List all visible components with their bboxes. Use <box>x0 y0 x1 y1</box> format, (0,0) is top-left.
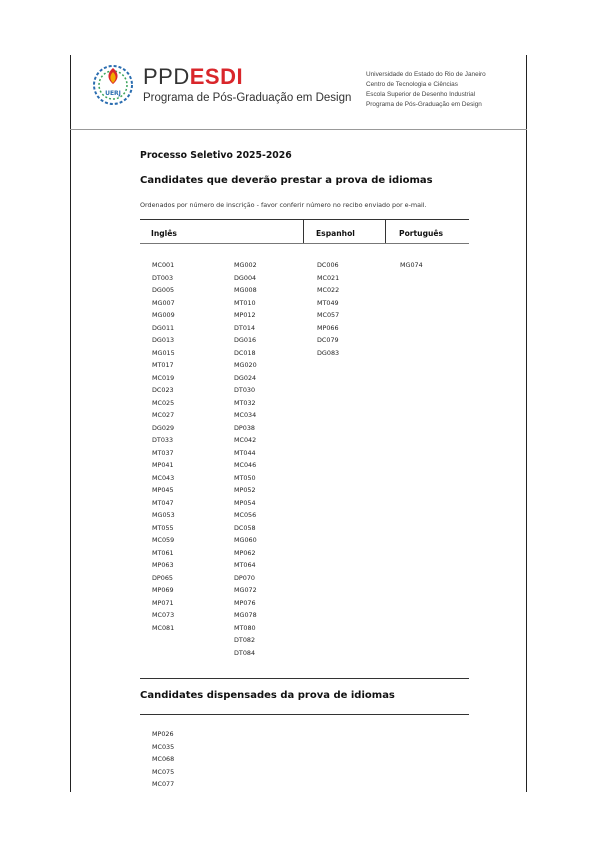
candidate-code: MP069 <box>152 586 174 595</box>
candidate-code: MP041 <box>152 461 174 470</box>
candidate-code: MP066 <box>317 323 339 332</box>
candidate-code: DT014 <box>234 323 256 332</box>
candidate-code: MT044 <box>234 448 256 457</box>
candidate-code: MC022 <box>317 286 340 295</box>
candidate-code: MP026 <box>152 730 174 738</box>
column-divider <box>303 219 304 243</box>
candidate-code: MC019 <box>152 373 175 382</box>
svg-text:UERJ: UERJ <box>105 90 121 97</box>
candidate-code: DC018 <box>234 348 256 357</box>
candidate-code: MG008 <box>234 286 257 295</box>
candidate-code: DG011 <box>152 323 175 332</box>
program-name: Programa de Pós-Graduação em Design <box>143 92 352 104</box>
page-frame-left <box>70 55 71 792</box>
candidate-code: MC068 <box>152 755 175 763</box>
candidate-code: MG060 <box>234 536 257 545</box>
section-title-dispensados: Candidates dispensades da prova de idiomas <box>140 690 395 701</box>
candidate-code: MT049 <box>317 298 339 307</box>
candidate-code: MG007 <box>152 298 175 307</box>
table-header-rule <box>140 243 469 244</box>
candidate-code: MC001 <box>152 261 175 269</box>
candidate-code: MP076 <box>234 598 256 607</box>
candidate-code: MG015 <box>152 348 175 357</box>
candidate-code: MP052 <box>234 486 256 495</box>
brand-name: PPDESDI <box>143 64 244 89</box>
candidate-code: DG029 <box>152 423 175 432</box>
candidate-code: DP065 <box>152 573 173 582</box>
program-brand <box>143 66 351 104</box>
header-espanhol: Espanhol <box>316 229 355 238</box>
candidate-code: DG083 <box>317 348 340 357</box>
candidate-code: MG078 <box>234 611 257 620</box>
institution-line: Escola Superior de Desenho Industrial <box>366 91 476 98</box>
candidate-code: DG005 <box>152 286 175 295</box>
list-portugues <box>400 259 423 272</box>
list-espanhol <box>317 259 339 359</box>
candidate-code: MT050 <box>234 473 256 482</box>
list-ingles-col2 <box>234 259 257 660</box>
candidate-code: MP062 <box>234 548 256 557</box>
candidate-code: DG013 <box>152 336 175 345</box>
candidate-code: MT017 <box>152 361 174 370</box>
candidate-code: MC027 <box>152 411 175 420</box>
candidate-code: DG024 <box>234 373 257 382</box>
candidate-code: DT030 <box>234 386 256 395</box>
candidate-code: DT003 <box>152 273 174 282</box>
candidate-code: MP045 <box>152 486 174 495</box>
candidate-code: MT037 <box>152 448 174 457</box>
candidate-code: MP071 <box>152 598 174 607</box>
list-dispensados <box>152 728 174 791</box>
candidate-code: MG009 <box>152 311 175 320</box>
candidate-code: MP063 <box>152 561 174 570</box>
candidate-code: MT061 <box>152 548 174 557</box>
candidate-code: DT033 <box>152 436 174 445</box>
candidate-code: MC056 <box>234 511 257 520</box>
candidate-code: MC025 <box>152 398 175 407</box>
process-title: Processo Seletivo 2025-2026 <box>140 150 292 161</box>
candidate-code: MC021 <box>317 273 340 282</box>
candidate-code: MC077 <box>152 780 175 788</box>
column-divider <box>385 219 386 243</box>
list-ingles-col1 <box>152 259 175 634</box>
candidate-code: DP038 <box>234 423 255 432</box>
candidate-code: DP070 <box>234 573 255 582</box>
candidate-code: MT080 <box>234 623 256 632</box>
candidate-code: DT082 <box>234 636 256 645</box>
candidate-code: MT047 <box>152 498 174 507</box>
candidate-code: MT064 <box>234 561 256 570</box>
candidate-code: MG074 <box>400 261 423 269</box>
candidate-code: DC023 <box>152 386 174 395</box>
candidate-code: DC079 <box>317 336 339 345</box>
header-portugues: Português <box>399 229 444 238</box>
candidate-code: DC058 <box>234 523 256 532</box>
candidate-code: MG020 <box>234 361 257 370</box>
candidate-code: MC059 <box>152 536 175 545</box>
candidate-code: MC043 <box>152 473 175 482</box>
candidate-code: MG053 <box>152 511 175 520</box>
candidate-code: MG072 <box>234 586 257 595</box>
candidate-code: DG004 <box>234 273 257 282</box>
candidate-code: MC046 <box>234 461 257 470</box>
institution-line: Centro de Tecnologia e Ciências <box>366 81 458 88</box>
institution-block <box>366 70 486 110</box>
candidate-code: MP012 <box>234 311 256 320</box>
candidate-code: MT010 <box>234 298 256 307</box>
candidate-code: DT084 <box>234 648 256 657</box>
header-ingles: Inglês <box>151 229 177 238</box>
institution-line: Universidade do Estado do Rio de Janeiro <box>366 71 486 78</box>
table-top-rule <box>140 219 469 220</box>
candidate-code: DC006 <box>317 261 339 269</box>
candidate-code: MG002 <box>234 261 257 269</box>
section-title-idiomas: Candidates que deverão prestar a prova de idiomas <box>140 175 433 186</box>
candidate-code: MP054 <box>234 498 256 507</box>
candidate-code: DG016 <box>234 336 257 345</box>
candidate-code: MC042 <box>234 436 257 445</box>
candidate-code: MC073 <box>152 611 175 620</box>
candidate-code: MC035 <box>152 742 175 751</box>
section-note: Ordenados por número de inscrição - favor conferir número no recibo enviado por e-mail. <box>140 201 427 209</box>
table-bottom-rule <box>140 678 469 679</box>
candidates-table <box>140 219 469 679</box>
section2-rule <box>140 714 469 715</box>
candidate-code: MC034 <box>234 411 257 420</box>
candidate-code: MT032 <box>234 398 256 407</box>
header-divider <box>70 129 527 130</box>
institution-line: Programa de Pós-Graduação em Design <box>366 101 482 108</box>
candidate-code: MC081 <box>152 623 175 632</box>
candidate-code: MT055 <box>152 523 174 532</box>
candidate-code: MC075 <box>152 767 175 776</box>
uerj-logo <box>90 62 136 108</box>
page-frame-right <box>526 55 527 792</box>
candidate-code: MC057 <box>317 311 340 320</box>
